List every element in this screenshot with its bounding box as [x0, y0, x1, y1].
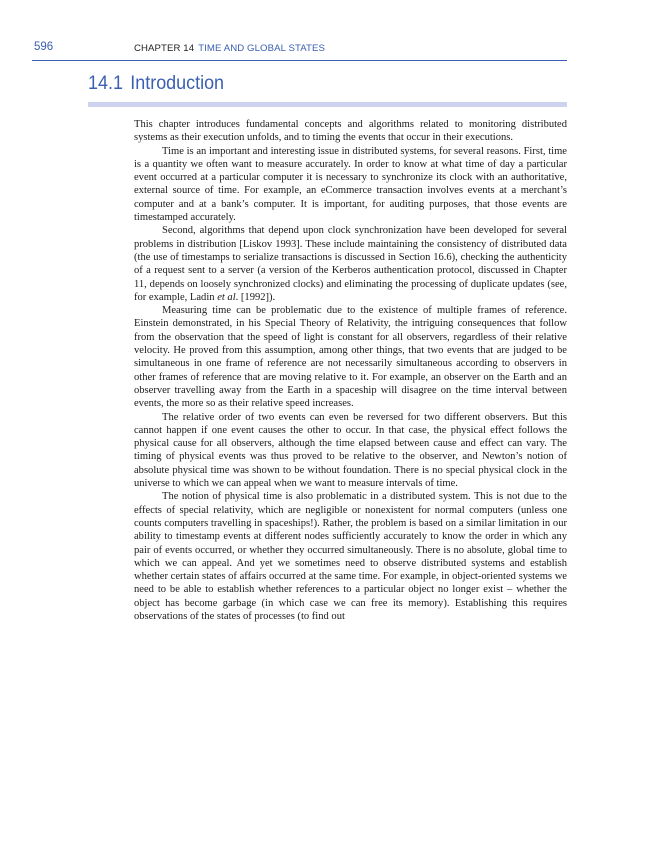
citation-tail: . [1992]). [235, 291, 276, 303]
page-number: 596 [34, 41, 54, 53]
paragraph-5: The relative order of two events can even be reversed for two different observers. But this cannot happen if one event causes the other to occur. In that case, the physical effect follows the physical cause for all observers, although the time elapsed between cause and effect can vary. The timing of physical events was thus proved to be relative to the observer, and Newton’s notion of absolute physical time was shown to be without foundation. There is no special physical clock in the universe to which we can appeal when we want to measure intervals of time. [134, 411, 567, 490]
header-rule [32, 60, 567, 61]
citation-et-al: et al [217, 291, 236, 303]
chapter-label: CHAPTER 14 [134, 43, 195, 54]
section-heading [88, 72, 224, 95]
section-rule [88, 102, 567, 107]
paragraph-4: Measuring time can be problematic due to the existence of multiple frames of reference. Einstein demonstrated, in his Special Theory of Relativity, the intriguing consequences that follow from the observation that the speed of light is constant for all observers, regardless of their relative velocity. He proved from this assumption, among other things, that two events that are judged to be simultaneous in one frame of reference are not necessarily simultaneous according to observers in other frames of reference that are moving relative to it. For example, an observer on the Earth and an observer travelling away from the Earth in a spaceship will disagree on the time interval between events, the more so as their relative speed increases. [134, 305, 567, 410]
section-number: 14.1 [88, 72, 123, 94]
chapter-title: TIME AND GLOBAL STATES [198, 43, 325, 54]
running-header [134, 43, 325, 54]
paragraph-1: This chapter introduces fundamental concepts and algorithms related to monitoring distributed systems as their execution unfolds, and to timing the events that occur in their executions. [134, 119, 567, 144]
paragraph-6: The notion of physical time is also problematic in a distributed system. This is not due to the effects of special relativity, which are negligible or nonexistent for normal computers (unless one counts computers travelling in spaceships!). Rather, the problem is based on a similar limitation in our ability to timestamp events at different nodes sufficiently accurately to know the order in which any pair of events occurred, or whether they occurred simultaneously. There is no absolute, global time to which we can appeal. And yet we sometimes need to observe distributed systems and establish whether certain states of affairs occurred at the same time. For example, in object-oriented systems we need to be able to establish whether references to a particular object no longer exist – whether the object has become garbage (in which case we can free its memory). Establishing this requires observations of the states of processes (to find out [134, 491, 567, 622]
paragraph-2: Time is an important and interesting issue in distributed systems, for several reasons. First, time is a quantity we often want to measure accurately. In order to know at what time of day a particular event occurred at a particular computer it is necessary to synchronize its clock with an authoritative, external source of time. For example, an eCommerce transaction involves events at a merchant’s computer and at a bank’s computer. It is important, for auditing purposes, that those events are timestamped accurately. [134, 145, 567, 224]
section-title: Introduction [130, 72, 225, 94]
body-text [134, 118, 567, 623]
paragraph-3-text: Second, algorithms that depend upon clock synchronization have been developed for several problems in distribution [Liskov 1993]. These include maintaining the consistency of distributed data (the use of timestamps to serialize transactions is discussed in Section 16.6), checking the authenticity of a request sent to a server (a version of the Kerberos authentication protocol, discussed in Chapter 11, depends on loosely synchronized clocks) and eliminating the processing of duplicate updates (see, for example, Ladin [134, 225, 567, 303]
paragraph-3 [134, 224, 567, 304]
